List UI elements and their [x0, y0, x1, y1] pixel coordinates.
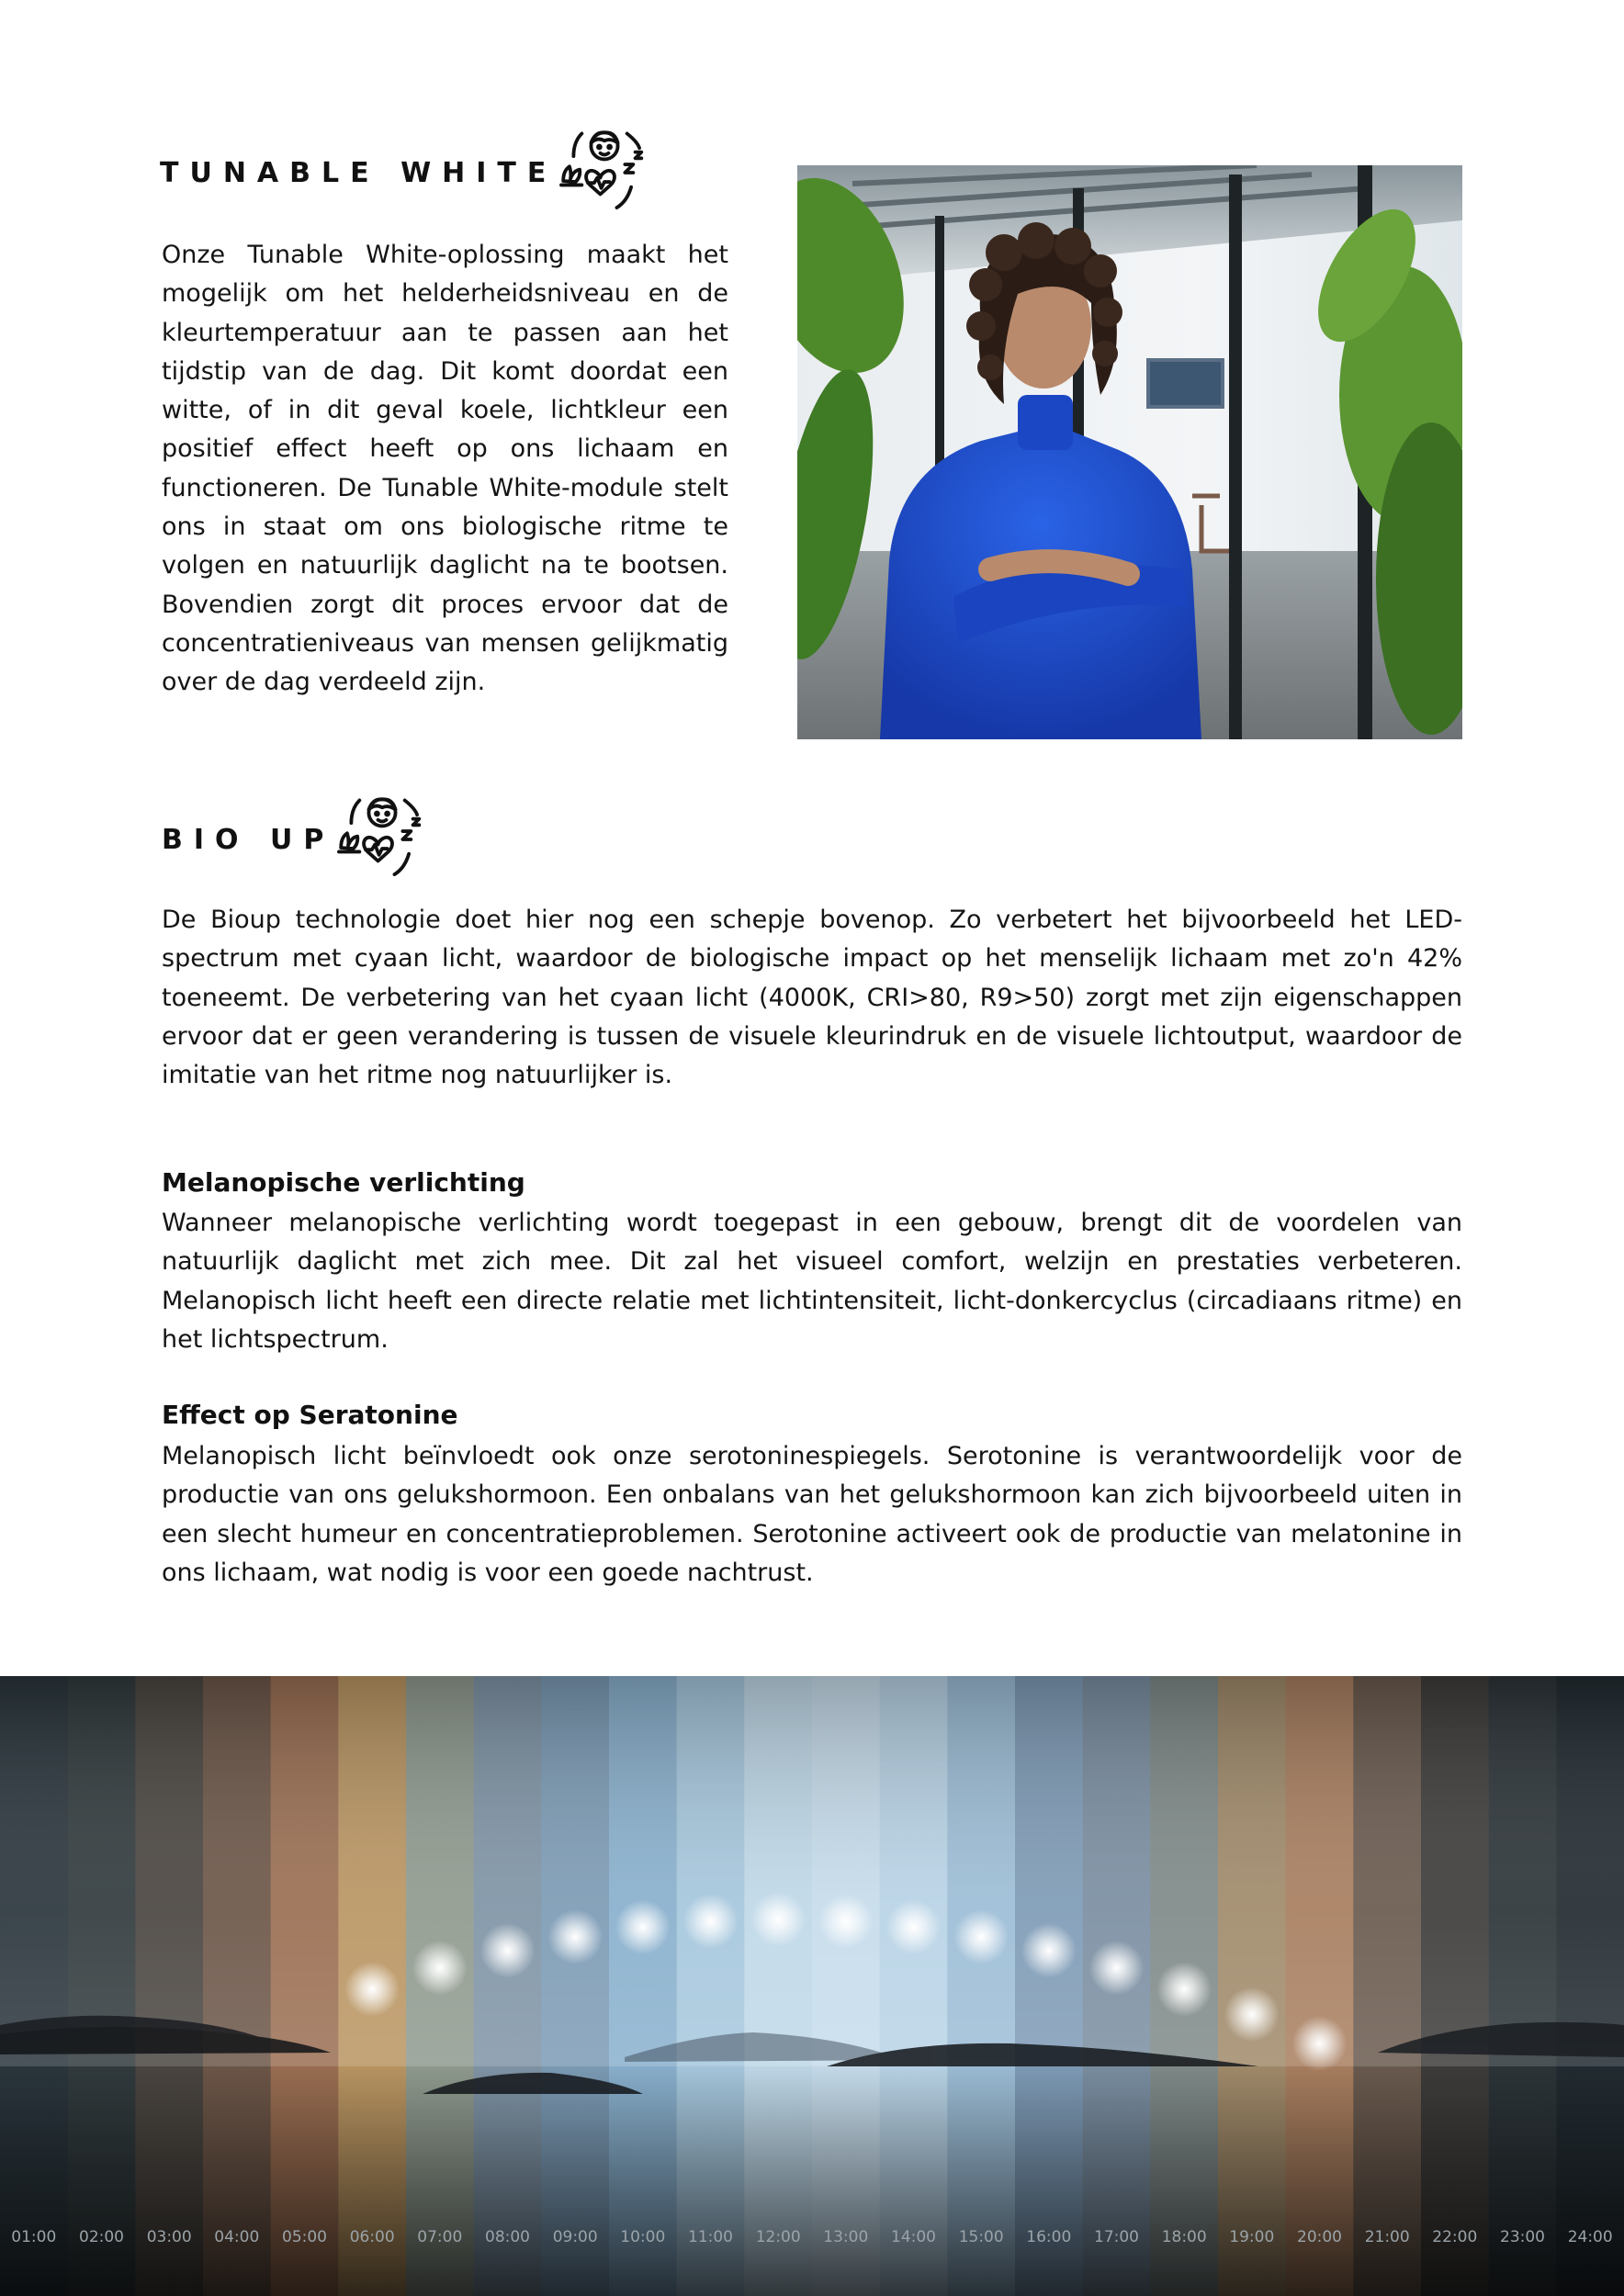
sun-icon — [953, 1909, 1009, 1964]
hour-label: 09:00 — [552, 2228, 598, 2246]
seratonine-text: Melanopisch licht beïnvloedt ook onze serotoninespiegels. Serotonine is verantwoordelijk voor de productie van ons gelukshormoon. Een onbalans van het gelukshormoon kan zich bijvoorbeeld uiten in een slecht humeur en concentratieproblemen. Serotonine activeert ook de productie van melatonine in ons lichaam, wat nodig is voor een goede nachtrust. — [162, 1442, 1462, 1587]
hour-label: 05:00 — [282, 2228, 327, 2246]
sun-icon — [1224, 1986, 1280, 2042]
hour-label: 11:00 — [688, 2228, 733, 2246]
tunable-white-text: Onze Tunable White-oplossing maakt het mogelijk om het helderheidsniveau en de kleurtemperatuur aan te passen aan het tijdstip van de dag. Dit komt doordat een witte, of in dit geval koele, lichtkleur een positief effect heeft op ons lichaam en functioneren. De Tunable White-module stelt ons in staat om ons biologische ritme te volgen en natuurlijk daglicht na te bootsen. Bovendien zorgt dit proces ervoor dat de concentratieniveaus van mensen gelijkmatig over de dag verdeeld zijn. — [162, 241, 728, 697]
hour-label: 01:00 — [11, 2228, 57, 2246]
hour-label: 08:00 — [485, 2228, 530, 2246]
hour-label: 16:00 — [1026, 2228, 1072, 2246]
sun-icon — [750, 1892, 806, 1947]
hour-label: 03:00 — [146, 2228, 192, 2246]
hour-label: 19:00 — [1229, 2228, 1275, 2246]
hour-label: 15:00 — [958, 2228, 1004, 2246]
hour-label: 10:00 — [620, 2228, 666, 2246]
hour-label: 17:00 — [1094, 2228, 1139, 2246]
tunable-white-header — [160, 121, 656, 224]
sun-icon — [818, 1894, 874, 1949]
sun-icon — [1089, 1941, 1145, 1996]
sun-icon — [480, 1923, 536, 1978]
sun-icon — [344, 1962, 400, 2017]
hour-label: 04:00 — [214, 2228, 260, 2246]
seratonine-title: Effect op Seratonine — [162, 1400, 458, 1430]
hour-label: 07:00 — [417, 2228, 463, 2246]
bio-up-header — [162, 788, 434, 891]
bio-up-text: De Bioup technologie doet hier nog een schepje bovenop. Zo verbetert het bijvoorbeeld het LED-spectrum met cyaan licht, waardoor de biologische impact op het menselijk lichaam met zo'n 42% toeneemt. De verbetering van het cyaan licht (4000K, CRI>80, R9>50) zorgt met zijn eigenschappen ervoor dat er geen verandering is tussen de visuele kleurindruk en de visuele lichtoutput, waardoor de imitatie van het ritme nog natuurlijker is. — [162, 906, 1462, 1090]
sun-icon — [412, 1941, 468, 1996]
daylight-cycle-graphic — [0, 1676, 1624, 2296]
hour-label: 22:00 — [1432, 2228, 1478, 2246]
hour-label: 24:00 — [1567, 2228, 1613, 2246]
sun-icon — [1292, 2016, 1348, 2071]
tunable-white-heading: TUNABLE WHITE — [160, 156, 558, 189]
sun-icon — [1021, 1923, 1077, 1978]
hour-label: 18:00 — [1161, 2228, 1207, 2246]
photo-illustration — [797, 165, 1462, 739]
hour-label: 02:00 — [79, 2228, 124, 2246]
hour-label: 14:00 — [891, 2228, 936, 2246]
hour-label: 21:00 — [1364, 2228, 1410, 2246]
hour-label: 20:00 — [1297, 2228, 1342, 2246]
sun-icon — [615, 1899, 671, 1954]
wellbeing-icon — [553, 121, 656, 224]
sun-icon — [886, 1899, 942, 1954]
melanopisch-title: Melanopische verlichting — [162, 1167, 525, 1198]
melanopisch-text: Wanneer melanopische verlichting wordt toegepast in een gebouw, brengt dit de voordelen van natuurlijk daglicht met zich mee. Dit zal het visueel comfort, welzijn en prestaties verbeteren. Melanopisch licht heeft een directe relatie met lichtintensiteit, licht-donkercyclus (circadiaans ritme) en het lichtspectrum. — [162, 1209, 1462, 1354]
sun-icon — [547, 1909, 603, 1964]
hour-label: 12:00 — [755, 2228, 801, 2246]
hour-label: 13:00 — [823, 2228, 869, 2246]
sun-icon — [1156, 1962, 1212, 2017]
woman-office-photo — [797, 165, 1462, 739]
hour-label: 23:00 — [1500, 2228, 1545, 2246]
bio-up-heading: BIO UP — [162, 823, 335, 856]
sun-icon — [683, 1894, 739, 1949]
hour-label: 06:00 — [349, 2228, 395, 2246]
wellbeing-icon — [331, 788, 434, 891]
daylight-cycle-panorama — [0, 1676, 1624, 2296]
